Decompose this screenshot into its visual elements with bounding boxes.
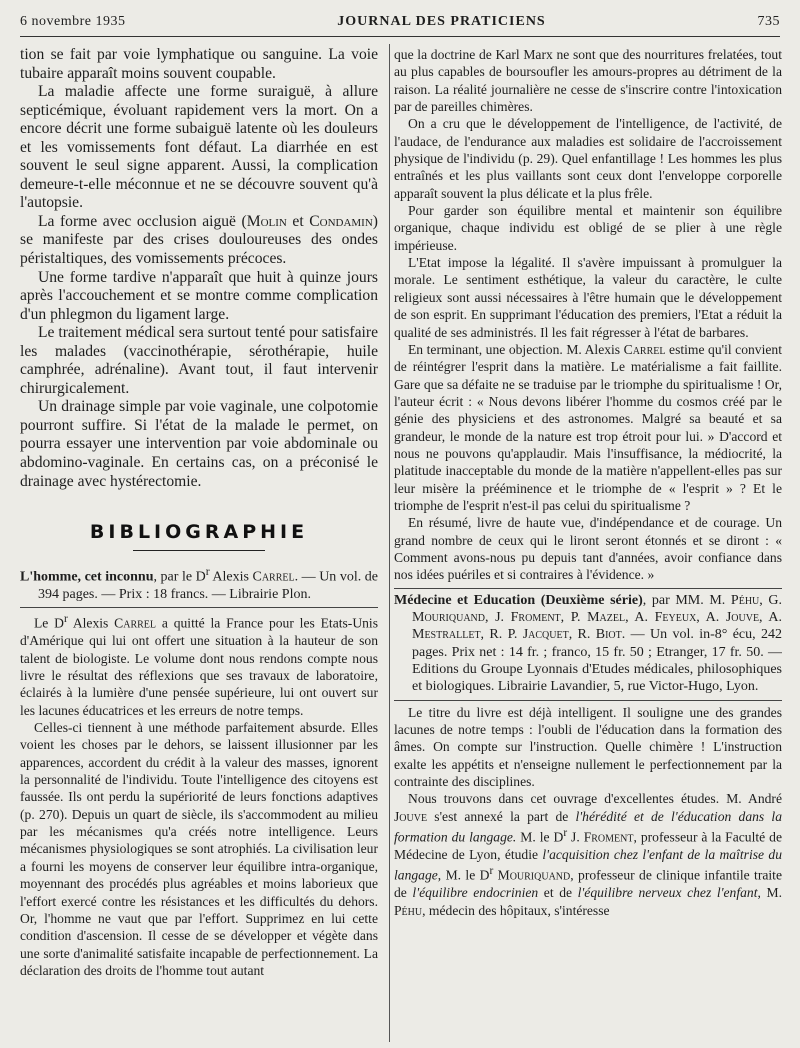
review-paragraph: que la doctrine de Karl Marx ne sont que des nourritures frelatées, tout au plus capables de boursoufler les amours-propres au détriment de la raison. La réalité journalière ne cesse de s'inscrire contre l'intoxication par de pareilles chimères. (394, 47, 782, 115)
header-journal-title: JOURNAL DES PRATICIENS (337, 14, 546, 29)
bibliography-heading: BIBLIOGRAPHIE (20, 521, 378, 551)
paragraph: Une forme tardive n'apparaît que huit à quinze jours après l'accouchement et se montre comme complication d'un phlegmon du ligament large. (20, 268, 378, 323)
review-paragraph: Le titre du livre est déjà intelligent. Il souligne une des grandes lacunes de notre temps : l'oubli de l'éducation dans la formation des âmes. On compte sur l'instruction. Quelle chimère ! L'instruction exalte les appétits et n'enseigne nullement le perfectionnement par la contrainte des disciplines. (394, 704, 782, 790)
paragraph: Le traitement médical sera surtout tenté pour satisfaire les malades (vaccinothérapie, sérothérapie, huile camphrée, adrénaline). Avant tout, il faut intervenir chirurgicalement. (20, 324, 378, 397)
heading-underline (133, 550, 265, 551)
review-paragraph: Nous trouvons dans cet ouvrage d'excellentes études. M. André Jouve s'est annexé la part de l'hérédité et de l'éducation dans la formation du langage. M. le $D^r$ J. Froment, professeur à la Faculté de Médecine de Lyon, étudie l'acquisition chez l'enfant de la maîtrise du langage, M. le $D^r$ Mouriquand, professeur de clinique infantile traite de l'équilibre endocrinien et de l'équilibre nerveux chez l'enfant, M. Péhu, médecin des hôpitaux, s'intéresse (394, 791, 782, 918)
header-date: 6 novembre 1935 (20, 14, 126, 29)
entry-rule (394, 588, 782, 589)
entry-rule (20, 607, 378, 608)
review-paragraph: L'Etat impose la légalité. Il s'avère impuissant à promulguer la morale. Le sentiment esthétique, la valeur du caractère, le culte religieux sont aussi nécessaires à l'être humain que le développement de son esprit. En supprimant l'éducation des premiers, l'Etat a réduit la qualité de ses administrés. Il les fait régresser à l'état de barbares. (394, 255, 782, 340)
book-title: L'homme, cet inconnu (20, 569, 154, 585)
author-name: Molin (246, 212, 287, 230)
header-page-number: 735 (757, 14, 780, 29)
author-name: Condamin (309, 212, 373, 230)
column-divider (389, 44, 390, 1042)
author-names: Péhu, G. Mouriquand, J. Froment, P. Mazel, A. Feyeux, A. Jouve, A. Mestrallet, R. P. Jacquet, R. Biot (412, 592, 782, 643)
page-header (20, 14, 780, 36)
author-name: Carrel (252, 569, 295, 585)
review-paragraph: En résumé, livre de haute vue, d'indépendance et de courage. Un grand nombre de ceux qui le liront seront étonnés et se diront : « Comment avons-nous pu depuis tant d'années, avoir confiance dans nos idées puériles et si contraires à l'évidence. » (394, 515, 782, 583)
book-title: Médecine et Education (Deuxième série) (394, 592, 643, 608)
review-paragraph: Pour garder son équilibre mental et maintenir son équilibre organique, chaque individu est obligé de se plier à une règle impérieuse. (394, 203, 782, 253)
review-paragraph: En terminant, une objection. M. Alexis Carrel estime qu'il convient de réintégrer l'esprit dans la matière. Le matérialisme a fait faillite. Gare que sa défaite ne se traduise par le triomphe du spiritualisme ! Or, l'auteur écrit : « Nous devons libérer l'homme du cosmos créé par le génie des physiciens et des astronomes. Malgré sa beauté et sa grandeur, le monde de la nature est trop étroit pour lui. » D'accord et nous ne pouvons qu'applaudir. Mais l'insuffisance, la médiocrité, la platitude inacceptable du monde de la matière n'appellent-elles pas sur leur misère la prééminence et le triomphe de « l'esprit » ? Et le triomphe de l'esprit n'est-il pas celui du spiritualisme ? (394, 341, 782, 513)
review-paragraph: Le $D^r$ Alexis Carrel a quitté la France pour les Etats-Unis d'Amérique qui lui ont offert une situation à la hauteur de son talent de biologiste. Le volume dont nous rendons compte nous livre le résultat des réflexions que ses travaux de laboratoire, éclairés à la lumière d'une pensée supérieure, lui ont ouvert sur les lacunes éducatrices et les erreurs de notre temps. (20, 613, 378, 718)
bibliography-entry-header: Médecine et Education (Deuxième série), par MM. M. Péhu, G. Mouriquand, J. Froment, P. Mazel, A. Feyeux, A. Jouve, A. Mestrallet, R. P. Jacquet, R. Biot. — Un vol. in-8° écu, 242 pages. Prix net : 14 fr. ; franco, 15 fr. 50 ; Etranger, 17 fr. 50. — Editions du Groupe Lyonnais d'Etudes médicales, philosophiques et biologiques. Librairie Lavandier, 5, rue Victor-Hugo, Lyon. (394, 592, 782, 695)
paragraph: Un drainage simple par voie vaginale, une colpotomie pourront suffire. Si l'état de la malade le permet, on pourra essayer une intervention par voie abdominale ou abdomino-vaginale. En certains cas, on a préconisé le drainage avec hystérectomie. (20, 398, 378, 490)
left-column (20, 46, 378, 979)
paragraph: La forme avec occlusion aiguë (Molin et Condamin) se manifeste par des crises douloureuses des ondes péristaltiques, des vomissements précoces. (20, 212, 378, 268)
right-column (394, 46, 782, 919)
entry-rule (394, 700, 782, 701)
paragraph: tion se fait par voie lymphatique ou sanguine. La voie tubaire apparaît moins souvent coupable. (20, 46, 378, 82)
bibliography-entry-header: L'homme, cet inconnu, par le $D^r$ Alexis Carrel. — Un vol. de 394 pages. — Prix : 18 francs. — Librairie Plon. (20, 565, 378, 603)
paragraph: La maladie affecte une forme suraiguë, à allure septicémique, évoluant rapidement vers la mort. On a encore décrit une forme subaiguë latente où les douleurs et les vomissements font défaut. La diarrhée en est souvent le seul signe apparent. Aussi, la complication demeure-t-elle méconnue et ne se découvre souvent qu'à l'autopsie. (20, 83, 378, 212)
header-rule (20, 36, 780, 37)
review-paragraph: On a cru que le développement de l'intelligence, de l'activité, de l'audace, de l'endurance aux maladies est solidaire de l'accroissement physique de l'individu (p. 29). Quel enfantillage ! Les hommes les plus entraînés et les plus vaillants sont ceux dont l'enveloppe corporelle apparaît souvent la plus délicate et la plus frêle. (394, 116, 782, 201)
review-paragraph: Celles-ci tiennent à une méthode parfaitement absurde. Elles voient les choses par le dehors, se laissent illusionner par les apparences, accordent du crédit à la valeur des masses, ignorent la personnalité de l'individu. Toute l'intelligence des citoyens est faussée. Ils ont perdu la supériorité de leurs fonctions adaptives (p. 270). Depuis un quart de siècle, ils s'accommodent au milieu par les mécanismes qu'a créés notre intelligence. Leurs mécanismes physiologiques se sont atrophiés. La civilisation leur a fourni les moyens de conserver leur équilibre intra-organique, moyennant des procédés plus agréables et moins laborieux que l'effort exercé contre les résistances et les difficultés du dehors. Or, l'homme ne vaut que par l'effort. Supprimez en lui cette condition d'ascension. Il cesse de se développer et végète dans une sorte d'animalité satisfaite incapable de perfectionnement. La déclaration des droits de l'homme tout autant (20, 720, 378, 978)
